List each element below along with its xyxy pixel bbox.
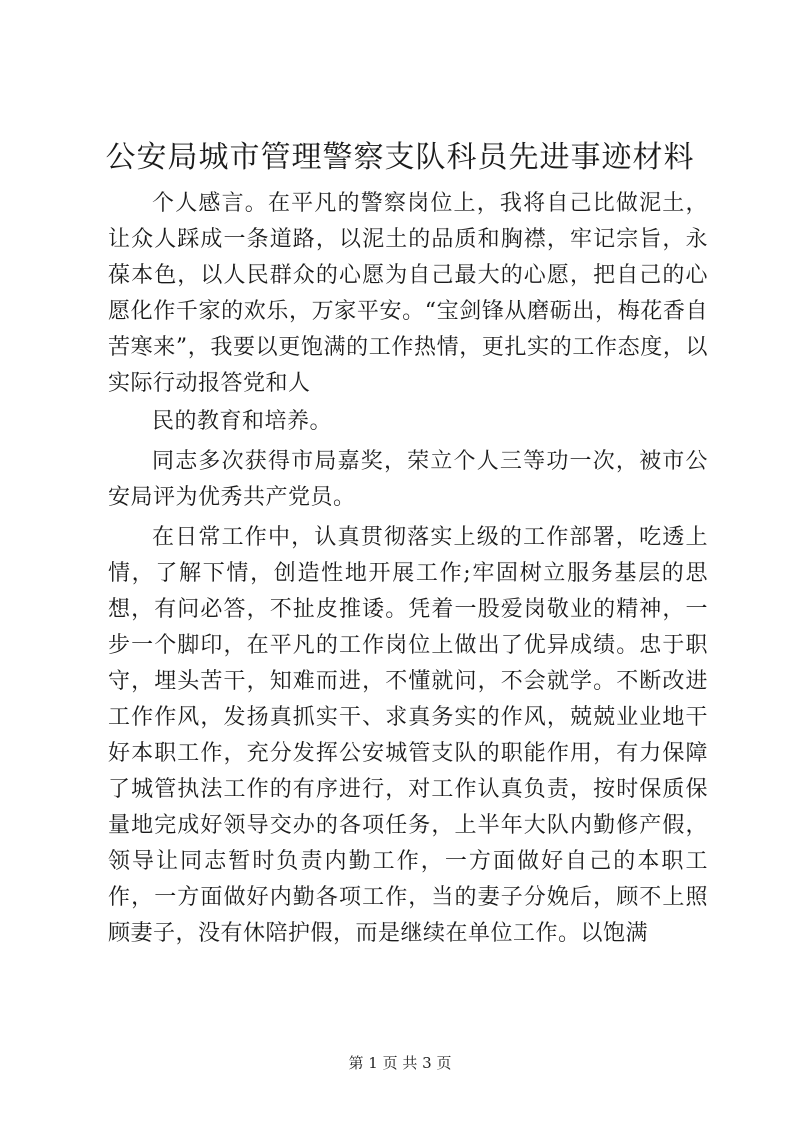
document-body [108, 186, 708, 952]
paragraph-personal-statement: 个人感言。在平凡的警察岗位上，我将自己比做泥土，让众人踩成一条道路，以泥土的品质和胸襟，牢记宗旨，永葆本色，以人民群众的心愿为自己最大的心愿，把自己的心愿化作千家的欢乐，万家平安。“宝剑锋从磨砺出，梅花香自苦寒来”，我要以更饱满的工作热情，更扎实的工作态度，以实际行动报答党和人 [108, 191, 708, 396]
paragraph-continuation: 民的教育和培养。 [152, 409, 333, 434]
paragraph-daily-work: 在日常工作中，认真贯彻落实上级的工作部署，吃透上情，了解下情，创造性地开展工作;牢固树立服务基层的思想，有问必答，不扯皮推诿。凭着一股爱岗敬业的精神，一步一个脚印，在平凡的工作岗位上做出了优异成绩。忠于职守，埋头苦干，知难而进，不懂就问，不会就学。不断改进工作作风，发扬真抓实干、求真务实的作风，兢兢业业地干好本职工作，充分发挥公安城管支队的职能作用，有力保障了城管执法工作的有序进行，对工作认真负责，按时保质保量地完成好领导交办的各项任务，上半年大队内勤修产假，领导让同志暂时负责内勤工作，一方面做好自己的本职工作，一方面做好内勤各项工作，当的妻子分娩后，顾不上照顾妻子，没有休陪护假，而是继续在单位工作。以饱满 [108, 525, 708, 946]
document-title: 公安局城市管理警察支队科员先进事迹材料 [105, 140, 695, 175]
paragraph-honors: 同志多次获得市局嘉奖，荣立个人三等功一次，被市公安局评为优秀共产党员。 [108, 449, 708, 510]
page-number-footer: 第 1 页 共 3 页 [348, 1054, 452, 1072]
